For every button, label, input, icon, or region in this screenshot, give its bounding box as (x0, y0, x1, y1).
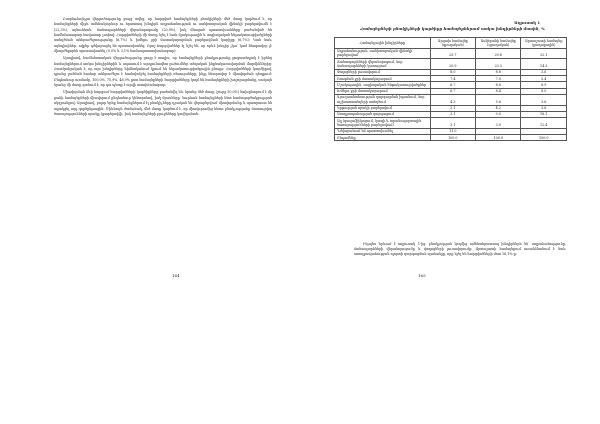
cell-value: 100.0 (521, 135, 567, 141)
paragraph-1: Բազմաձայնչյա վերլուծությունը ցույց տվեց, որ հարցված համայնքների բնակիչների մեծ մասը կարծում է, որ համայնքների միջև ամենակարևոր ու հրատապ խնդիրն աղբահանության ու սանիտարական վիճակի բարելավումն է (22,3%), այնուհետև՝ ճանապարհների վերանորոգումը (20,9%), իսկ մնացած պատասխանները բաժանված են համեմատաբար հավասար չափով։ Հարցվածների մի մասը նշել է նաև մշակութային և սոցիալական ենթակառուցվածքների ստեղծման անհրաժեշտությունը (6,7%) և խմելու ջրի մատակարարման բարելավման կարիքը (6,7%)։ Կան նաև այնպիսիներ, ովքեր դժվարացել են պատասխանել։ Որոշ հարցվածներ էլ նշել են, որ որևէ խնդիր չկա՝ կամ հնարավոր չէ միարժեքորեն պատասխանել (0,0% և 3,1% համապատասխանաբար)։ (54, 17, 272, 54)
table-header-row (335, 38, 567, 49)
cell-value: 4.3 (430, 94, 475, 105)
cell-value: 8.0 (430, 69, 475, 75)
cell-value: 7.0 (476, 76, 521, 82)
cell-value: 5.6 (476, 94, 521, 105)
row-label: Ընդամենը (335, 135, 431, 141)
cell-value: 23.3 (476, 59, 521, 70)
cell-value: 7.4 (430, 76, 475, 82)
cell-value: 3.6 (521, 69, 567, 75)
paragraph-right: Ինչպես երևում է աղյուսակ 1-ից, բնակչության կողմից ամենահրատապ խնդիրներն են՝ աղբահանությունը, ճանապարհների վերանորոգումը և փողոցների լուսավորումը։ Արտաշատի համայնքում առանձնանում է նաև առողջապահության ոլորտի զարգացման պահանջը, որը նշել են հարցվածների մոտ 16,1%-ը։ (354, 242, 566, 257)
cell-value: 5.4 (521, 76, 567, 82)
cell-value: 8.8 (476, 82, 521, 88)
header-col-2: Ասկերանի համայնք (գյուղական) (476, 38, 521, 49)
cell-value: 3.1 (430, 111, 475, 117)
cell-value: 6.7 (430, 88, 475, 94)
cell-value: 11.0 (430, 128, 475, 134)
cell-value: 100.0 (430, 135, 475, 141)
cell-value: 29.8 (476, 48, 521, 59)
table-body (335, 48, 567, 141)
row-label: Գյուղատնտեսության զարգացման խթանում, նոր աշխատատեղերի ստեղծում (335, 94, 431, 105)
data-table (334, 37, 567, 141)
right-page (300, 0, 600, 424)
cell-value: 3.6 (521, 94, 567, 105)
table-label: Աղյուսակ 1 (514, 20, 540, 25)
row-label: Դժվարանում եմ պատասխանել (335, 128, 431, 134)
cell-value: 4.2 (476, 105, 521, 111)
table-row (335, 94, 567, 105)
cell-value: 16.1 (521, 111, 567, 117)
cell-value: 6.7 (430, 82, 475, 88)
cell-value: 8.9 (521, 82, 567, 88)
row-label: Կրթության որակի բարելավում (335, 105, 431, 111)
header-row-label: Համայնքային խնդիրները (335, 38, 431, 49)
header-col-1: Արցախ համայնք (գյուղական) (430, 38, 475, 49)
cell-value: 100.0 (476, 135, 521, 141)
page-number-left: 164 (172, 273, 180, 278)
cell-value: 32.1 (521, 48, 567, 59)
table-row (335, 135, 567, 141)
row-label: Աղբահանություն, սանիտարական վիճակի բարելավում (335, 48, 431, 59)
cell-value: 20.9 (430, 59, 475, 70)
page-number-right: 165 (418, 273, 426, 278)
cell-value: 25.7 (430, 48, 475, 59)
cell-value: 8.0 (521, 88, 567, 94)
cell-value: 3.9 (476, 118, 521, 129)
row-label: Այլ (գազաֆիկացում, կապի և տրանսպորտային ծառայությունների բարելավում) (335, 118, 431, 129)
cell-value: 12.4 (521, 118, 567, 129)
table-row (335, 59, 567, 70)
row-label: Առողջապահության զարգացում (335, 111, 431, 117)
table-row (335, 118, 567, 129)
row-label: Ճանապարհների վերանորոգում, նոր ճանապարհների կառուցում (335, 59, 431, 70)
row-label: Ոռոգման ջրի մատակարարում (335, 76, 431, 82)
row-label: Մշակութային, սոցիալական ենթակառուցվածքներ (335, 82, 431, 88)
cell-value: 0.0 (476, 111, 521, 117)
cell-value: 8.8 (476, 69, 521, 75)
cell-value: 3.1 (430, 118, 475, 129)
row-label: Խմելու ջրի մատակարարում (335, 88, 431, 94)
cell-value: 8.4 (476, 88, 521, 94)
paragraph-2: Այսպիսով, համեմատական վերլուծությունը ցույց է տալիս, որ համայնքների բնակչությունը քաջատեղյակ է իրենց համայնքներում առկա խնդիրներին և սպասում է արդյունավետ լուծումներ տեղական ինքնակառավարման մարմիններից։ Հատկանշական է, որ այս խնդիրները հիմնականում կրում են ենթակառուցվածքային բնույթ։ Հարցվածների կարծիքով, դրանց լուծման համար անհրաժեշտ է համախմբել համայնքների ռեսուրսները, ինչը հնարավոր է միավորման դեպքում։ Ընդհանուր առմամբ, 100,0%, 75,9%, 48,9% ըստ համայնքների հարցվածները կողմ են համայնքների խոշորացմանը, սակայն նրանց մի մասը գտնում է, որ դա պետք է արվի աստիճանաբար։ (54, 56, 272, 88)
left-page-text (54, 17, 272, 119)
cell-value: 14.3 (521, 59, 567, 70)
cell-value: 3.1 (430, 105, 475, 111)
header-col-3: Արտաշատի համայնք (քաղաքային) (521, 38, 567, 49)
paragraph-3: Միավորման ձևի հարցում հարցվածների կարծիքները բաժանվել են. նրանց մեծ մասը (շուրջ 50,0%) նախընտրում է մի քանի համայնքների միավորում ընդհանուր կենտրոնով, իսկ մյուսները՝ հարևան համայնքների հետ համագործակցության սկզբունքով։ Այսպիսով, բոլոր երեք համայնքներում էլ բնակիչները դրական են վերաբերվում միավորմանը և պատրաստ են աջակցել այդ գործընթացին։ Միևնույն ժամանակ, մեծ մասը կարծում է, որ միավորումից հետո բնակչությանը մատուցվող ծառայությունների որակը կբարելավվի, իսկ համայնքների բյուջեները կավելանան։ (54, 90, 272, 116)
cell-value: 3.6 (521, 105, 567, 111)
table-title: Համայնքների բնակիչների կարծիքը համայնքներում առկա խնդիրների մասին, % (360, 26, 545, 31)
table-row (335, 48, 567, 59)
right-page-text (354, 242, 566, 258)
row-label: Փողոցների լուսավորում (335, 69, 431, 75)
